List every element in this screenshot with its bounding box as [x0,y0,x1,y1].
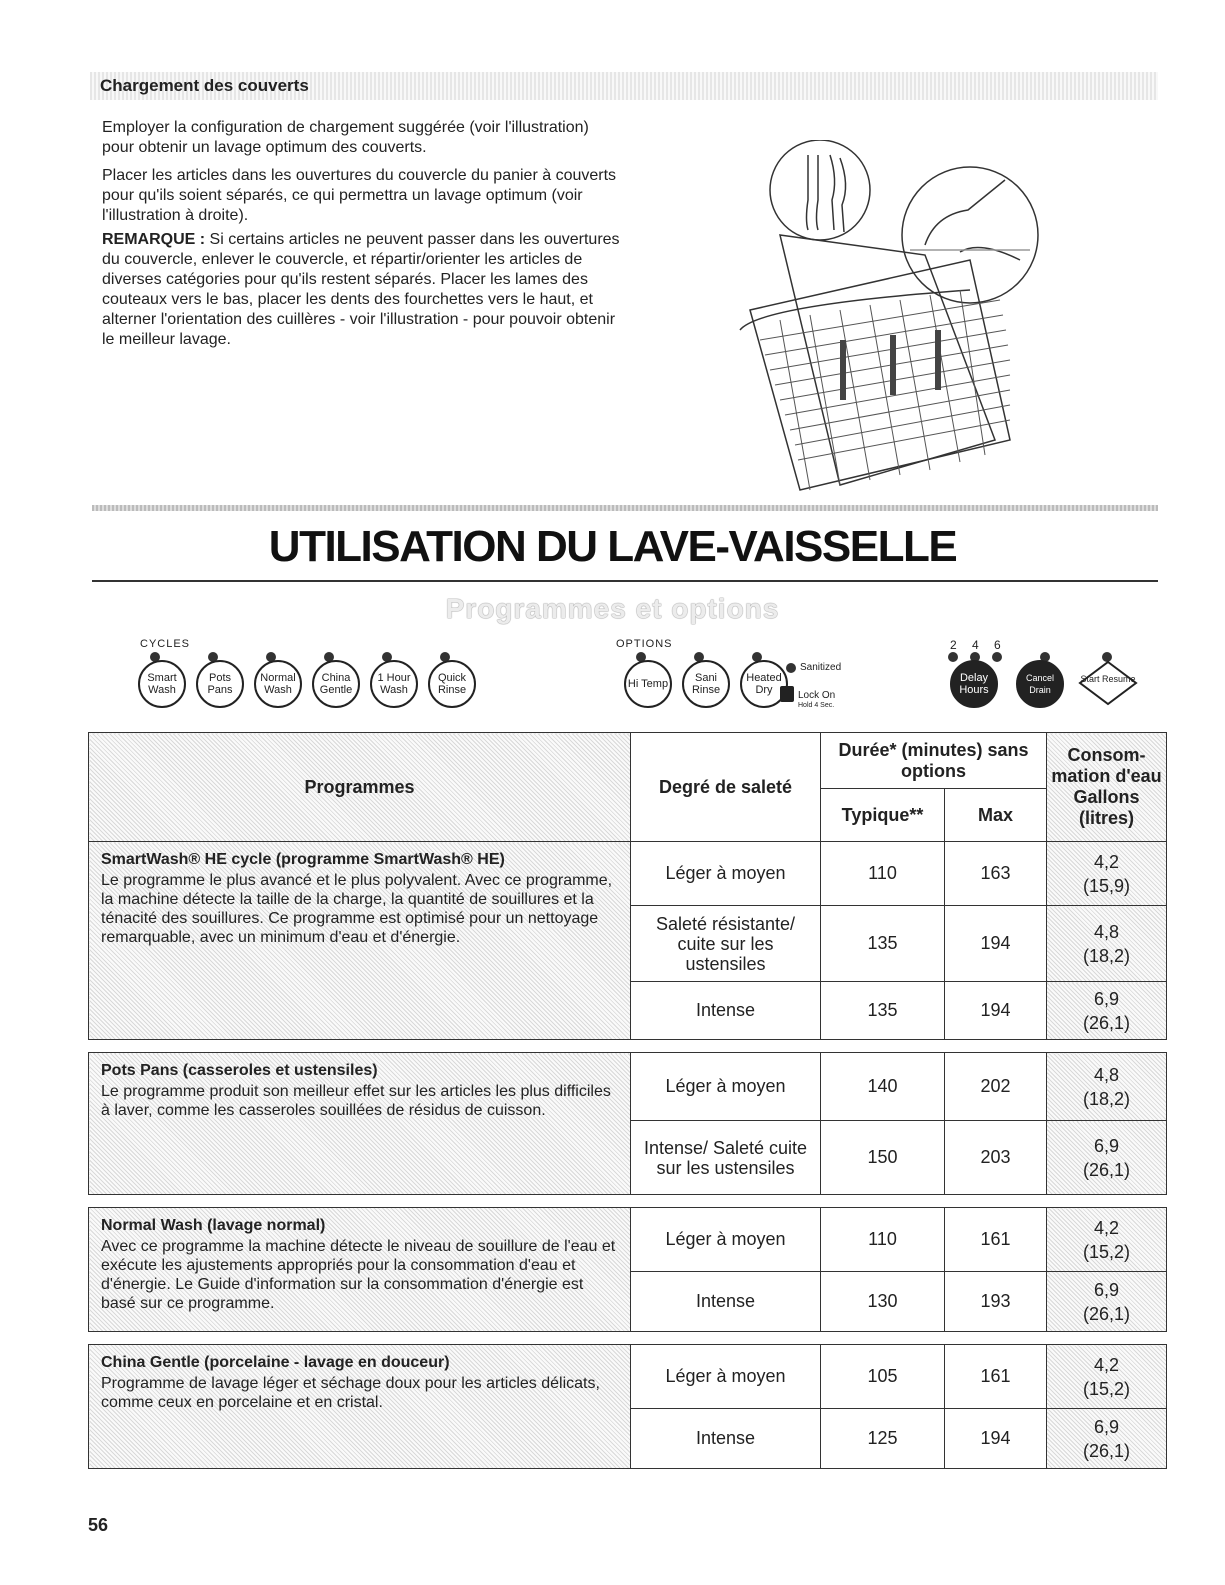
start-label: Start Resume [1080,674,1136,684]
cutlery-basket-illustration [720,140,1050,500]
litres: (26,1) [1083,1012,1131,1033]
degre-cell: Intense [631,1272,821,1332]
water-cell [1047,842,1167,906]
header-degre: Degré de saleté [631,733,821,842]
hi-temp-button[interactable]: Hi Temp [624,660,672,708]
gallons: 6,9 [1094,1416,1120,1437]
water-cell [1047,1208,1167,1272]
max-cell: 161 [945,1208,1047,1272]
program-cell [89,1053,631,1195]
smart-wash-button[interactable]: Smart Wash [138,660,186,708]
gallons: 4,2 [1094,1217,1120,1238]
max-cell: 203 [945,1121,1047,1195]
litres: (15,2) [1083,1378,1131,1399]
options-label: OPTIONS [616,638,673,650]
degre-cell: Intense/ Saleté cuite sur les ustensiles [631,1121,821,1195]
water-cell [1047,906,1167,982]
max-cell: 194 [945,906,1047,982]
max-cell: 194 [945,1409,1047,1469]
water-cell [1047,1272,1167,1332]
degre-cell: Intense [631,1409,821,1469]
gallons: 4,8 [1094,1064,1120,1085]
program-desc: Avec ce programme la machine détecte le niveau de souillure de l'eau et exécute les ajustements appropriés pour la consommation d'eau et d'énergie. Le Guide d'information sur la consommation d'énergie est basé sur ce programme. [101,1238,616,1312]
gallons: 6,9 [1094,1135,1120,1156]
water-cell [1047,982,1167,1040]
typique-cell: 110 [821,842,945,906]
cancel-drain-button[interactable]: Cancel Drain [1016,660,1064,708]
note-paragraph [102,230,622,350]
max-cell: 194 [945,982,1047,1040]
sani-rinse-button[interactable]: Sani Rinse [682,660,730,708]
typique-cell: 135 [821,982,945,1040]
gallons: 4,2 [1094,851,1120,872]
program-desc: Le programme le plus avancé et le plus polyvalent. Avec ce programme, la machine détecte la taille de la charge, la quantité de souillures et la ténacité des souillures. Ce programme est optimisé pour un nettoyage remarquable, avec un minimum d'eau et d'énergie. [101,872,613,946]
table-row [89,842,1167,906]
litres: (15,2) [1083,1241,1131,1262]
max-cell: 163 [945,842,1047,906]
litres: (26,1) [1083,1159,1131,1180]
degre-cell: Saleté résistante/ cuite sur les ustensiles [631,906,821,982]
litres: (15,9) [1083,875,1131,896]
typique-cell: 135 [821,906,945,982]
program-cell [89,1208,631,1332]
delay-2-led [948,652,958,662]
degre-cell: Intense [631,982,821,1040]
main-title: UTILISATION DU LAVE-VAISSELLE [268,522,957,571]
one-hour-wash-button[interactable]: 1 Hour Wash [370,660,418,708]
sanitized-led [786,663,796,673]
gallons: 4,2 [1094,1354,1120,1375]
header-typique: Typique** [821,789,945,842]
sub-title: Programmes et options [445,593,780,624]
program-desc: Programme de lavage léger et séchage doux pour les articles délicats, comme ceux en porcelaine et en cristal. [101,1375,600,1411]
china-gentle-button[interactable]: China Gentle [312,660,360,708]
header-max: Max [945,789,1047,842]
paragraph-2: Placer les articles dans les ouvertures du couvercle du panier à couverts pour qu'ils soient séparés, ce qui permettra un lavage optimum (voir l'illustration à droite). [102,167,617,224]
title-underline [92,580,1158,582]
degre-cell: Léger à moyen [631,1053,821,1121]
page-number: 56 [88,1515,109,1535]
table-row [89,1345,1167,1409]
litres: (26,1) [1083,1303,1131,1324]
degre-cell: Léger à moyen [631,1208,821,1272]
sanitized-label: Sanitized [800,662,842,673]
normal-wash-button[interactable]: Normal Wash [254,660,302,708]
table-row [89,1208,1167,1272]
litres: (26,1) [1083,1440,1131,1461]
litres: (18,2) [1083,1088,1131,1109]
header-programmes: Programmes [89,733,631,842]
typique-cell: 140 [821,1053,945,1121]
lock-on-label: Lock On [798,690,836,701]
hold-label: Hold 4 Sec. [798,702,835,709]
program-name: SmartWash® HE cycle (programme SmartWash® HE) [101,851,505,868]
water-cell [1047,1409,1167,1469]
program-name: Normal Wash (lavage normal) [101,1217,326,1234]
max-cell: 161 [945,1345,1047,1409]
delay-6: 6 [994,638,1001,652]
note-label: REMARQUE : [102,231,206,248]
gallons: 6,9 [1094,1279,1120,1300]
program-cell [89,842,631,1040]
max-cell: 193 [945,1272,1047,1332]
header-duree: Durée* (minutes) sans options [821,733,1047,789]
water-cell [1047,1053,1167,1121]
delay-2: 2 [950,638,957,652]
typique-cell: 130 [821,1272,945,1332]
degre-cell: Léger à moyen [631,842,821,906]
water-cell [1047,1345,1167,1409]
start-resume-button[interactable] [1078,660,1138,706]
note-text: Si certains articles ne peuvent passer dans les ouvertures du couvercle, enlever le couvercle, et répartir/orienter les articles de diverses catégories pour qu'ils restent séparés. Placer les lames des couteaux vers le bas, placer les dents des fourchettes vers le haut, et alterner l'orientation des cuillères - voir l'illustration - pour pouvoir obtenir le meilleur lavage. [102,231,620,348]
max-cell: 202 [945,1053,1047,1121]
typique-cell: 125 [821,1409,945,1469]
gallons: 6,9 [1094,988,1120,1009]
typique-cell: 110 [821,1208,945,1272]
program-desc: Le programme produit son meilleur effet sur les articles les plus difficiles à laver, comme les casseroles souillées de résidus de cuisson. [101,1083,611,1119]
water-cell [1047,1121,1167,1195]
program-name: Pots Pans (casseroles et ustensiles) [101,1062,378,1079]
program-cell [89,1345,631,1469]
cycles-table [88,732,1166,1469]
degre-cell: Léger à moyen [631,1345,821,1409]
typique-cell: 150 [821,1121,945,1195]
table-row [89,1053,1167,1121]
delay-6-led [992,652,1002,662]
typique-cell: 105 [821,1345,945,1409]
heated-dry-button[interactable]: Heated Dry [740,660,788,708]
gallons: 4,8 [1094,921,1120,942]
section-title: Chargement des couverts [100,76,309,95]
header-conso: Consom-mation d'eau Gallons (litres) [1047,733,1167,842]
cycles-label: CYCLES [140,638,191,650]
quick-rinse-button[interactable]: Quick Rinse [428,660,476,708]
paragraph-1: Employer la configuration de chargement suggérée (voir l'illustration) pour obtenir un lavage optimum des couverts. [102,119,589,156]
delay-4: 4 [972,638,979,652]
top-divider [92,505,1158,511]
delay-hours-button[interactable]: Delay Hours [950,660,998,708]
litres: (18,2) [1083,945,1131,966]
program-name: China Gentle (porcelaine - lavage en douceur) [101,1354,450,1371]
pots-pans-button[interactable]: Pots Pans [196,660,244,708]
lock-icon[interactable] [780,686,794,702]
